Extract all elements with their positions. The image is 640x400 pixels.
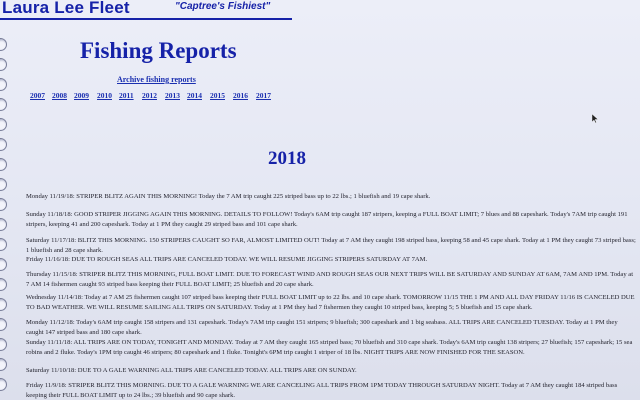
year-link-2010[interactable]: 2010	[97, 91, 112, 100]
year-link-2009[interactable]: 2009	[74, 91, 89, 100]
year-link-2015[interactable]: 2015	[210, 91, 225, 100]
page-title: Fishing Reports	[80, 38, 237, 63]
report-entry: Friday 11/9/18: STRIPER BLITZ THIS MORNING. DUE TO A GALE WARNING WE ARE CANCELING ALL TRIPS FROM 1PM TODAY THROUGH SATURDAY NIGHT. Today at 7 AM they caught 184 striped bass keeping their FULL BOAT LIMIT up to 24 lbs.; 39 bluefish and 90 cape shark.	[26, 382, 618, 399]
binder-hole-icon	[0, 278, 7, 291]
year-link-2011[interactable]: 2011	[119, 91, 134, 100]
binder-hole-icon	[0, 358, 7, 371]
report-entry: Monday 11/19/18: STRIPER BLITZ AGAIN THIS MORNING! Today the 7 AM trip caught 225 striped bass up to 22 lbs.; 1 bluefish and 19 cape shark.	[26, 193, 431, 200]
report-entry: Sunday 11/11/18: ALL TRIPS ARE ON TODAY, TONIGHT AND MONDAY. Today at 7 AM they caught 165 striped bass; 70 bluefish and 310 cape shark. Today's 6AM trip caught 138 stripers; 27 bluefish; 157 capeshark; 15 sea robins and 2 fluke. Today's 1PM trip caught 46 stripers; 80 capeshark and 1 fluke. Tonight's 6PM trip caught 1 striper of 18 lbs. NIGHT TRIPS ARE NOW FINISHED FOR THE SEASON.	[26, 339, 633, 356]
binder-hole-icon	[0, 218, 7, 231]
year-link-2016[interactable]: 2016	[233, 91, 248, 100]
report-entry: Thursday 11/15/18: STRIPER BLITZ THIS MORNING, FULL BOAT LIMIT. DUE TO FORECAST WIND AND ROUGH SEAS OUR NEXT TRIPS WILL BE SATURDAY AND SUNDAY AT 6AM, 7AM AND 1PM. Today at 7 AM 14 fishermen caught 93 striped bass keeping their FULL BOAT LIMIT; 25 bluefish and 20 cape shark.	[26, 271, 634, 288]
year-link-2012[interactable]: 2012	[142, 91, 157, 100]
year-link-2007[interactable]: 2007	[30, 91, 45, 100]
report-entry: Monday 11/12/18: Today's 6AM trip caught 158 stripers and 131 capeshark. Today's 7AM trip caught 151 stripers; 9 bluefish; 300 capeshark and 1 big seabass. ALL TRIPS ARE CANCELED TUESDAY. Today at 1 PM they caught 147 striped bass and 180 cape shark.	[26, 319, 618, 336]
binder-hole-icon	[0, 98, 7, 111]
binder-hole-icon	[0, 58, 7, 71]
binder-hole-icon	[0, 318, 7, 331]
binder-hole-icon	[0, 138, 7, 151]
binder-hole-icon	[0, 258, 7, 271]
binder-hole-icon	[0, 378, 7, 391]
binder-hole-icon	[0, 118, 7, 131]
report-entry: Friday 11/16/18: DUE TO ROUGH SEAS ALL TRIPS ARE CANCELED TODAY. WE WILL RESUME JIGGING STRIPERS SATURDAY AT 7AM.	[26, 256, 428, 263]
binder-hole-icon	[0, 178, 7, 191]
year-link-2008[interactable]: 2008	[52, 91, 67, 100]
archive-reports-link[interactable]: Archive fishing reports	[117, 75, 196, 84]
binder-hole-icon	[0, 38, 7, 51]
binder-hole-icon	[0, 158, 7, 171]
current-year-heading: 2018	[268, 148, 306, 169]
binder-hole-icon	[0, 198, 7, 211]
binder-hole-icon	[0, 238, 7, 251]
binder-hole-icon	[0, 78, 7, 91]
binder-hole-icon	[0, 338, 7, 351]
year-link-2014[interactable]: 2014	[187, 91, 202, 100]
report-entry: Wednesday 11/14/18: Today at 7 AM 25 fishermen caught 107 striped bass keeping their FULL BOAT LIMIT up to 22 lbs. and 10 cape shark. TOMORROW 11/15 THE 1 PM AND ALL DAY FRIDAY 11/16 IS CANCELED DUE TO BAD WEATHER. WE WILL RESUME SAILING ALL TRIPS ON SATURDAY. Today at 1 PM they had 7 fishermen they caught 10 striped bass, keeping 5; 5 bluefish and 15 cape shark.	[26, 294, 635, 311]
year-link-2017[interactable]: 2017	[256, 91, 271, 100]
year-link-2013[interactable]: 2013	[165, 91, 180, 100]
site-tagline: "Captree's Fishiest"	[175, 1, 271, 12]
binder-hole-icon	[0, 298, 7, 311]
report-entry: Saturday 11/10/18: DUE TO A GALE WARNING ALL TRIPS ARE CANCELED TODAY. ALL TRIPS ARE ON SUNDAY.	[26, 367, 357, 374]
report-entry: Saturday 11/17/18: BLITZ THIS MORNING. 150 STRIPERS CAUGHT SO FAR, ALMOST LIMITED OUT! Today at 7 AM they caught 198 striped bass, keeping 58 and 45 cape shark. Today at 1 PM they caught 73 striped bass; 1 bluefish and 28 cape shark.	[26, 237, 636, 254]
binder-holes	[0, 38, 6, 398]
header-divider	[0, 18, 292, 20]
mouse-cursor-icon	[592, 114, 599, 123]
report-entry: Sunday 11/18/18: GOOD STRIPER JIGGING AGAIN THIS MORNING. DETAILS TO FOLLOW! Today's 6AM trip caught 187 stripers, keeping a FULL BOAT LIMIT; 7 blues and 88 capeshark. Today's 7AM trip caught 191 stripers, keeping 41 and 200 capeshark. Today at 1 PM they caught 29 striped bass and 101 cape shark.	[26, 211, 628, 228]
site-title[interactable]: Laura Lee Fleet	[2, 0, 130, 17]
